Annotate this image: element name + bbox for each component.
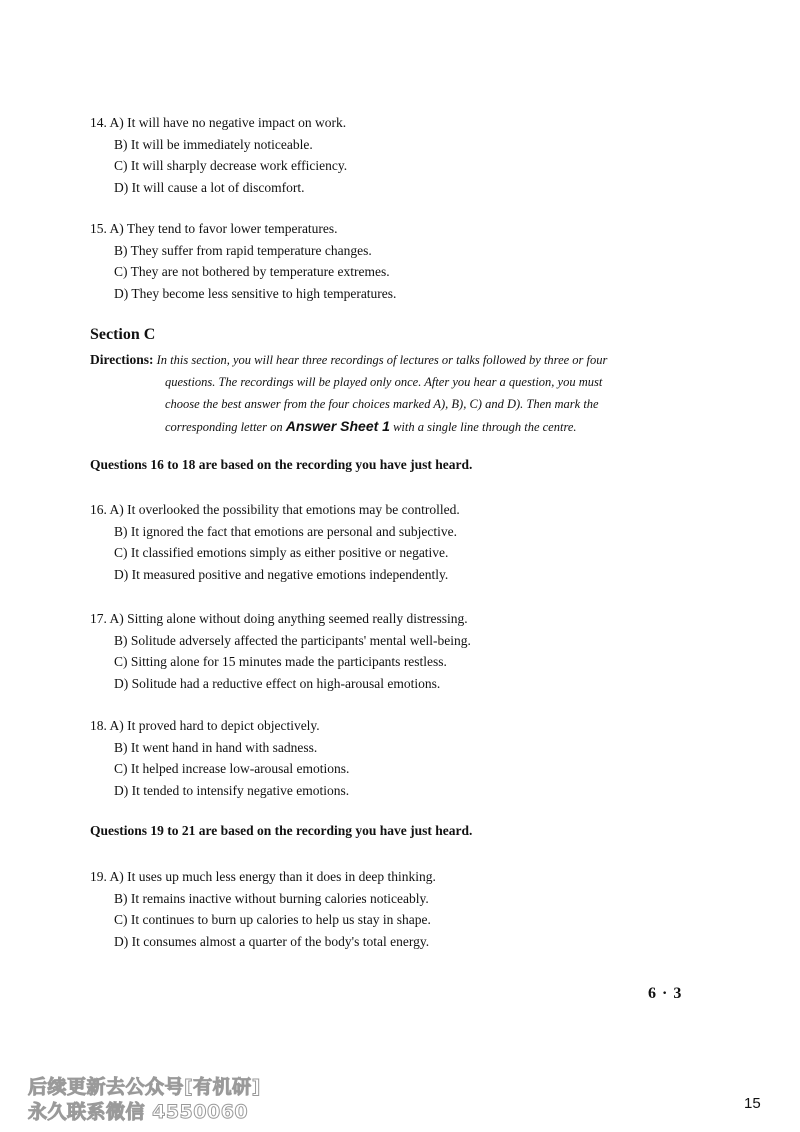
section-title: Section C: [90, 326, 156, 343]
option-c: C) It classified emotions simply as either positive or negative.: [114, 545, 449, 560]
option-c: C) It will sharply decrease work efficiency.: [114, 158, 348, 173]
option-d: D) It consumes almost a quarter of the body's total energy.: [114, 933, 430, 949]
questions-19-21-heading: Questions 19 to 21 are based on the recording you have just heard.: [90, 823, 473, 838]
question-stem: 18. A) It proved hard to depict objectively.: [90, 718, 320, 733]
directions-line-2: questions. The recordings will be played only once. After you hear a question, you must: [165, 375, 603, 389]
question-15: [90, 218, 396, 304]
question-18: [90, 715, 349, 801]
option-c: C) Sitting alone for 15 minutes made the participants restless.: [114, 654, 447, 669]
watermark-line-1: 后续更新去公众号[有机研]: [28, 1076, 261, 1098]
directions-line-3: choose the best answer from the four choices marked A), B), C) and D). Then mark the: [165, 397, 599, 411]
option-b: B) It will be immediately noticeable.: [114, 136, 313, 152]
option-d: D) Solitude had a reductive effect on high-arousal emotions.: [114, 675, 441, 691]
question-16: [90, 499, 460, 585]
directions-line-4: [90, 415, 690, 438]
directions-label: Directions:: [90, 352, 154, 367]
question-stem: 16. A) It overlooked the possibility that emotions may be controlled.: [90, 502, 460, 517]
option-c: C) It helped increase low-arousal emotions.: [114, 761, 350, 776]
directions-line-1: In this section, you will hear three recordings of lectures or talks followed by three or four: [156, 353, 608, 367]
directions-line-4-pre: corresponding letter on: [165, 420, 286, 434]
question-stem: 15. A) They tend to favor lower temperatures.: [90, 221, 338, 236]
question-14: [90, 112, 347, 198]
option-d: D) It will cause a lot of discomfort.: [114, 179, 305, 195]
directions: [90, 349, 690, 438]
directions-line-4-post: with a single line through the centre.: [389, 420, 577, 434]
watermark: [28, 1075, 261, 1125]
question-stem: 14. A) It will have no negative impact on work.: [90, 115, 347, 130]
answer-sheet-label: Answer Sheet 1: [285, 418, 390, 434]
option-c: C) They are not bothered by temperature extremes.: [114, 264, 390, 279]
option-c: C) It continues to burn up calories to help us stay in shape.: [114, 912, 431, 927]
option-d: D) They become less sensitive to high temperatures.: [114, 285, 397, 301]
page-number: 6 · 3: [648, 985, 683, 1002]
option-b: B) Solitude adversely affected the participants' mental well-being.: [114, 632, 471, 648]
question-stem: 17. A) Sitting alone without doing anything seemed really distressing.: [90, 611, 468, 626]
question-stem: 19. A) It uses up much less energy than it does in deep thinking.: [90, 869, 436, 884]
question-17: [90, 608, 471, 694]
option-b: B) It went hand in hand with sadness.: [114, 739, 318, 755]
footer-page-number: 15: [744, 1095, 761, 1112]
questions-16-18-heading: Questions 16 to 18 are based on the recording you have just heard.: [90, 457, 473, 472]
option-d: D) It measured positive and negative emotions independently.: [114, 566, 449, 582]
watermark-line-2: 永久联系微信 4550060: [28, 1101, 249, 1123]
question-19: [90, 866, 436, 952]
option-b: B) They suffer from rapid temperature changes.: [114, 242, 372, 258]
option-d: D) It tended to intensify negative emotions.: [114, 782, 350, 798]
option-b: B) It ignored the fact that emotions are personal and subjective.: [114, 523, 458, 539]
option-b: B) It remains inactive without burning calories noticeably.: [114, 890, 429, 906]
